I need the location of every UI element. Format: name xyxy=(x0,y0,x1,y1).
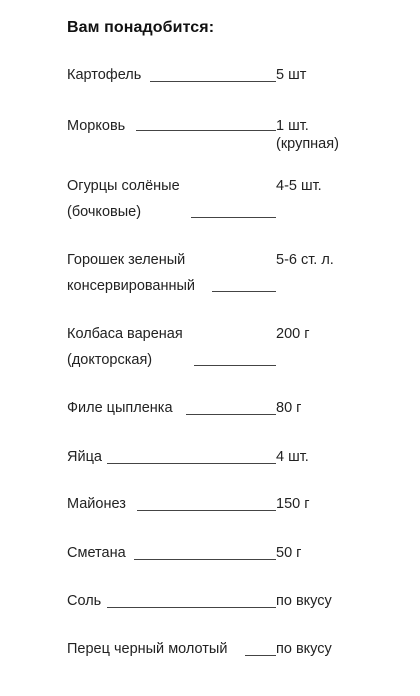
ingredient-qty: 200 г xyxy=(276,326,310,342)
ingredient-name: Яйца xyxy=(67,449,102,465)
ingredient-name: Филе цыпленка xyxy=(67,400,173,416)
ingredient-qty: 80 г xyxy=(276,400,302,416)
ingredient-qty: 150 г xyxy=(276,496,310,512)
ingredient-row xyxy=(67,113,367,173)
ingredient-name: Перец черный молотый xyxy=(67,641,228,657)
ingredient-name: Картофель xyxy=(67,67,142,83)
ingredient-row xyxy=(67,321,367,381)
leader-line xyxy=(186,414,276,415)
ingredient-qty: 5 шт xyxy=(276,67,307,83)
ingredient-qty: по вкусу xyxy=(276,593,332,609)
ingredients-heading: Вам понадобится: xyxy=(67,19,215,36)
leader-line xyxy=(107,463,276,464)
ingredient-name: Огурцы солёные (бочковые) xyxy=(67,178,180,220)
ingredient-qty: 4 шт. xyxy=(276,449,309,465)
leader-line xyxy=(136,130,276,131)
ingredient-name: Горошек зеленый консервированный xyxy=(67,252,196,294)
leader-line xyxy=(134,559,276,560)
ingredient-qty: по вкусу xyxy=(276,641,332,657)
leader-line xyxy=(212,291,276,292)
ingredient-row xyxy=(67,636,367,696)
ingredient-name: Колбаса вареная (докторская) xyxy=(67,326,183,368)
ingredient-qty: 4-5 шт. xyxy=(276,178,322,194)
leader-line xyxy=(137,510,276,511)
leader-line xyxy=(194,365,276,366)
ingredient-name: Морковь xyxy=(67,118,126,134)
ingredient-name: Сметана xyxy=(67,545,126,561)
ingredient-row xyxy=(67,247,367,307)
ingredient-qty: 1 шт. (крупная) xyxy=(276,118,339,152)
leader-line xyxy=(245,655,276,656)
ingredient-qty: 5-6 ст. л. xyxy=(276,252,334,268)
ingredient-name: Соль xyxy=(67,593,102,609)
ingredient-name: Майонез xyxy=(67,496,126,512)
leader-line xyxy=(191,217,276,218)
leader-line xyxy=(107,607,276,608)
ingredient-row xyxy=(67,173,367,233)
leader-line xyxy=(150,81,276,82)
ingredient-qty: 50 г xyxy=(276,545,302,561)
